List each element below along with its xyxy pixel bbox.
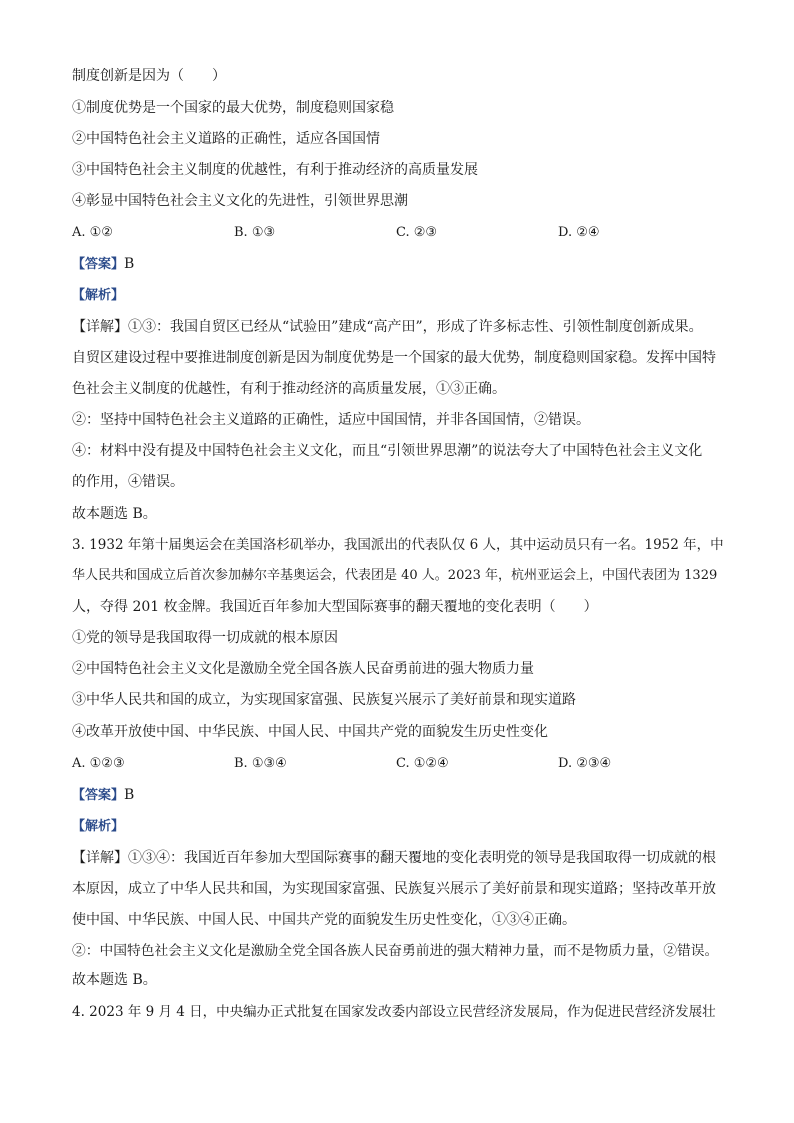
q3-stem-1: 3. 1932 年第十届奥运会在美国洛杉矶举办，我国派出的代表队仅 6 人，其中运动员只有一名。1952 年，中 [72, 537, 724, 553]
answer-tag: 【答案】 [72, 788, 125, 803]
q3-detail-1 [72, 848, 724, 868]
answer-value: B [124, 256, 135, 272]
detail-tag: 【详解】 [72, 850, 128, 866]
q3-option-b: B. ①③④ [234, 756, 287, 771]
q2-stem: 制度创新是因为（ ） [72, 68, 226, 84]
q3-statement-2: ②中国特色社会主义文化是激励全党全国各族人民奋勇前进的强大物质力量 [72, 661, 534, 677]
q2-answer [72, 254, 724, 275]
detail-text: ①③④：我国近百年参加大型国际赛事的翻天覆地的变化表明党的领导是我国取得一切成就的根 [128, 850, 716, 866]
q3-detail-3: 使中国、中华民族、中国人民、中国共产党的面貌发生历史性变化，①③④正确。 [72, 912, 576, 928]
q3-statement-4: ④改革开放使中国、中华民族、中国人民、中国共产党的面貌发生历史性变化 [72, 724, 548, 740]
q4-stem-1: 4. 2023 年 9 月 4 日，中央编办正式批复在国家发改委内部设立民营经济发展局，作为促进民营经济发展壮 [72, 1004, 716, 1020]
q3-detail-2: 本原因，成立了中华人民共和国，为实现国家富强、民族复兴展示了美好前景和现实道路；坚持改革开放 [72, 881, 716, 897]
q2-option-a: A. ①② [72, 225, 113, 240]
q3-detail-4: ②：中国特色社会主义文化是激励全党全国各族人民奋勇前进的强大精神力量，而不是物质力量，②错误。 [72, 943, 719, 959]
q3-conclusion: 故本题选 B。 [72, 972, 157, 988]
q2-detail-6: 的作用，④错误。 [72, 474, 184, 490]
q2-analysis-heading [72, 285, 724, 306]
q3-option-c: C. ①②④ [396, 756, 449, 771]
analysis-tag: 【解析】 [72, 288, 125, 303]
q3-options [72, 754, 724, 774]
answer-tag: 【答案】 [72, 257, 125, 272]
analysis-tag: 【解析】 [72, 819, 125, 834]
q3-option-a: A. ①②③ [72, 756, 125, 771]
q3-statement-1: ①党的领导是我国取得一切成就的根本原因 [72, 630, 338, 646]
q2-statement-2: ②中国特色社会主义道路的正确性，适应各国国情 [72, 131, 380, 147]
q2-options [72, 223, 724, 243]
q3-statement-3: ③中华人民共和国的成立，为实现国家富强、民族复兴展示了美好前景和现实道路 [72, 692, 576, 708]
q2-statement-1: ①制度优势是一个国家的最大优势，制度稳则国家稳 [72, 100, 394, 116]
q2-detail-5: ④：材料中没有提及中国特色社会主义文化，而且“引领世界思潮”的说法夸大了中国特色社会主义文化 [72, 443, 703, 459]
q2-statement-3: ③中国特色社会主义制度的优越性，有利于推动经济的高质量发展 [72, 162, 478, 178]
q2-detail-2: 自贸区建设过程中要推进制度创新是因为制度优势是一个国家的最大优势，制度稳则国家稳。发挥中国特 [72, 350, 716, 366]
q2-statement-4: ④彰显中国特色社会主义文化的先进性，引领世界思潮 [72, 193, 408, 209]
q3-analysis-heading [72, 816, 724, 837]
q2-conclusion: 故本题选 B。 [72, 506, 157, 522]
q2-option-c: C. ②③ [396, 225, 438, 240]
q2-option-b: B. ①③ [234, 225, 276, 240]
q3-answer [72, 785, 724, 806]
q2-option-d: D. ②④ [558, 225, 600, 240]
q3-option-d: D. ②③④ [558, 756, 612, 771]
q3-stem-3: 人，夺得 201 枚金牌。我国近百年参加大型国际赛事的翻天覆地的变化表明（ ） [72, 599, 598, 615]
answer-value: B [124, 787, 135, 803]
q2-detail-4: ②：坚持中国特色社会主义道路的正确性，适应中国国情，并非各国国情，②错误。 [72, 412, 590, 428]
detail-text: ①③：我国自贸区已经从“试验田”建成“高产田”，形成了许多标志性、引领性制度创新成果。 [128, 319, 703, 335]
q2-detail-3: 色社会主义制度的优越性，有利于推动经济的高质量发展，①③正确。 [72, 381, 506, 397]
q3-stem-2: 华人民共和国成立后首次参加赫尔辛基奥运会，代表团是 40 人。2023 年，杭州亚运会上，中国代表团为 1329 [72, 568, 718, 583]
detail-tag: 【详解】 [72, 319, 128, 335]
q2-detail-1 [72, 317, 724, 337]
